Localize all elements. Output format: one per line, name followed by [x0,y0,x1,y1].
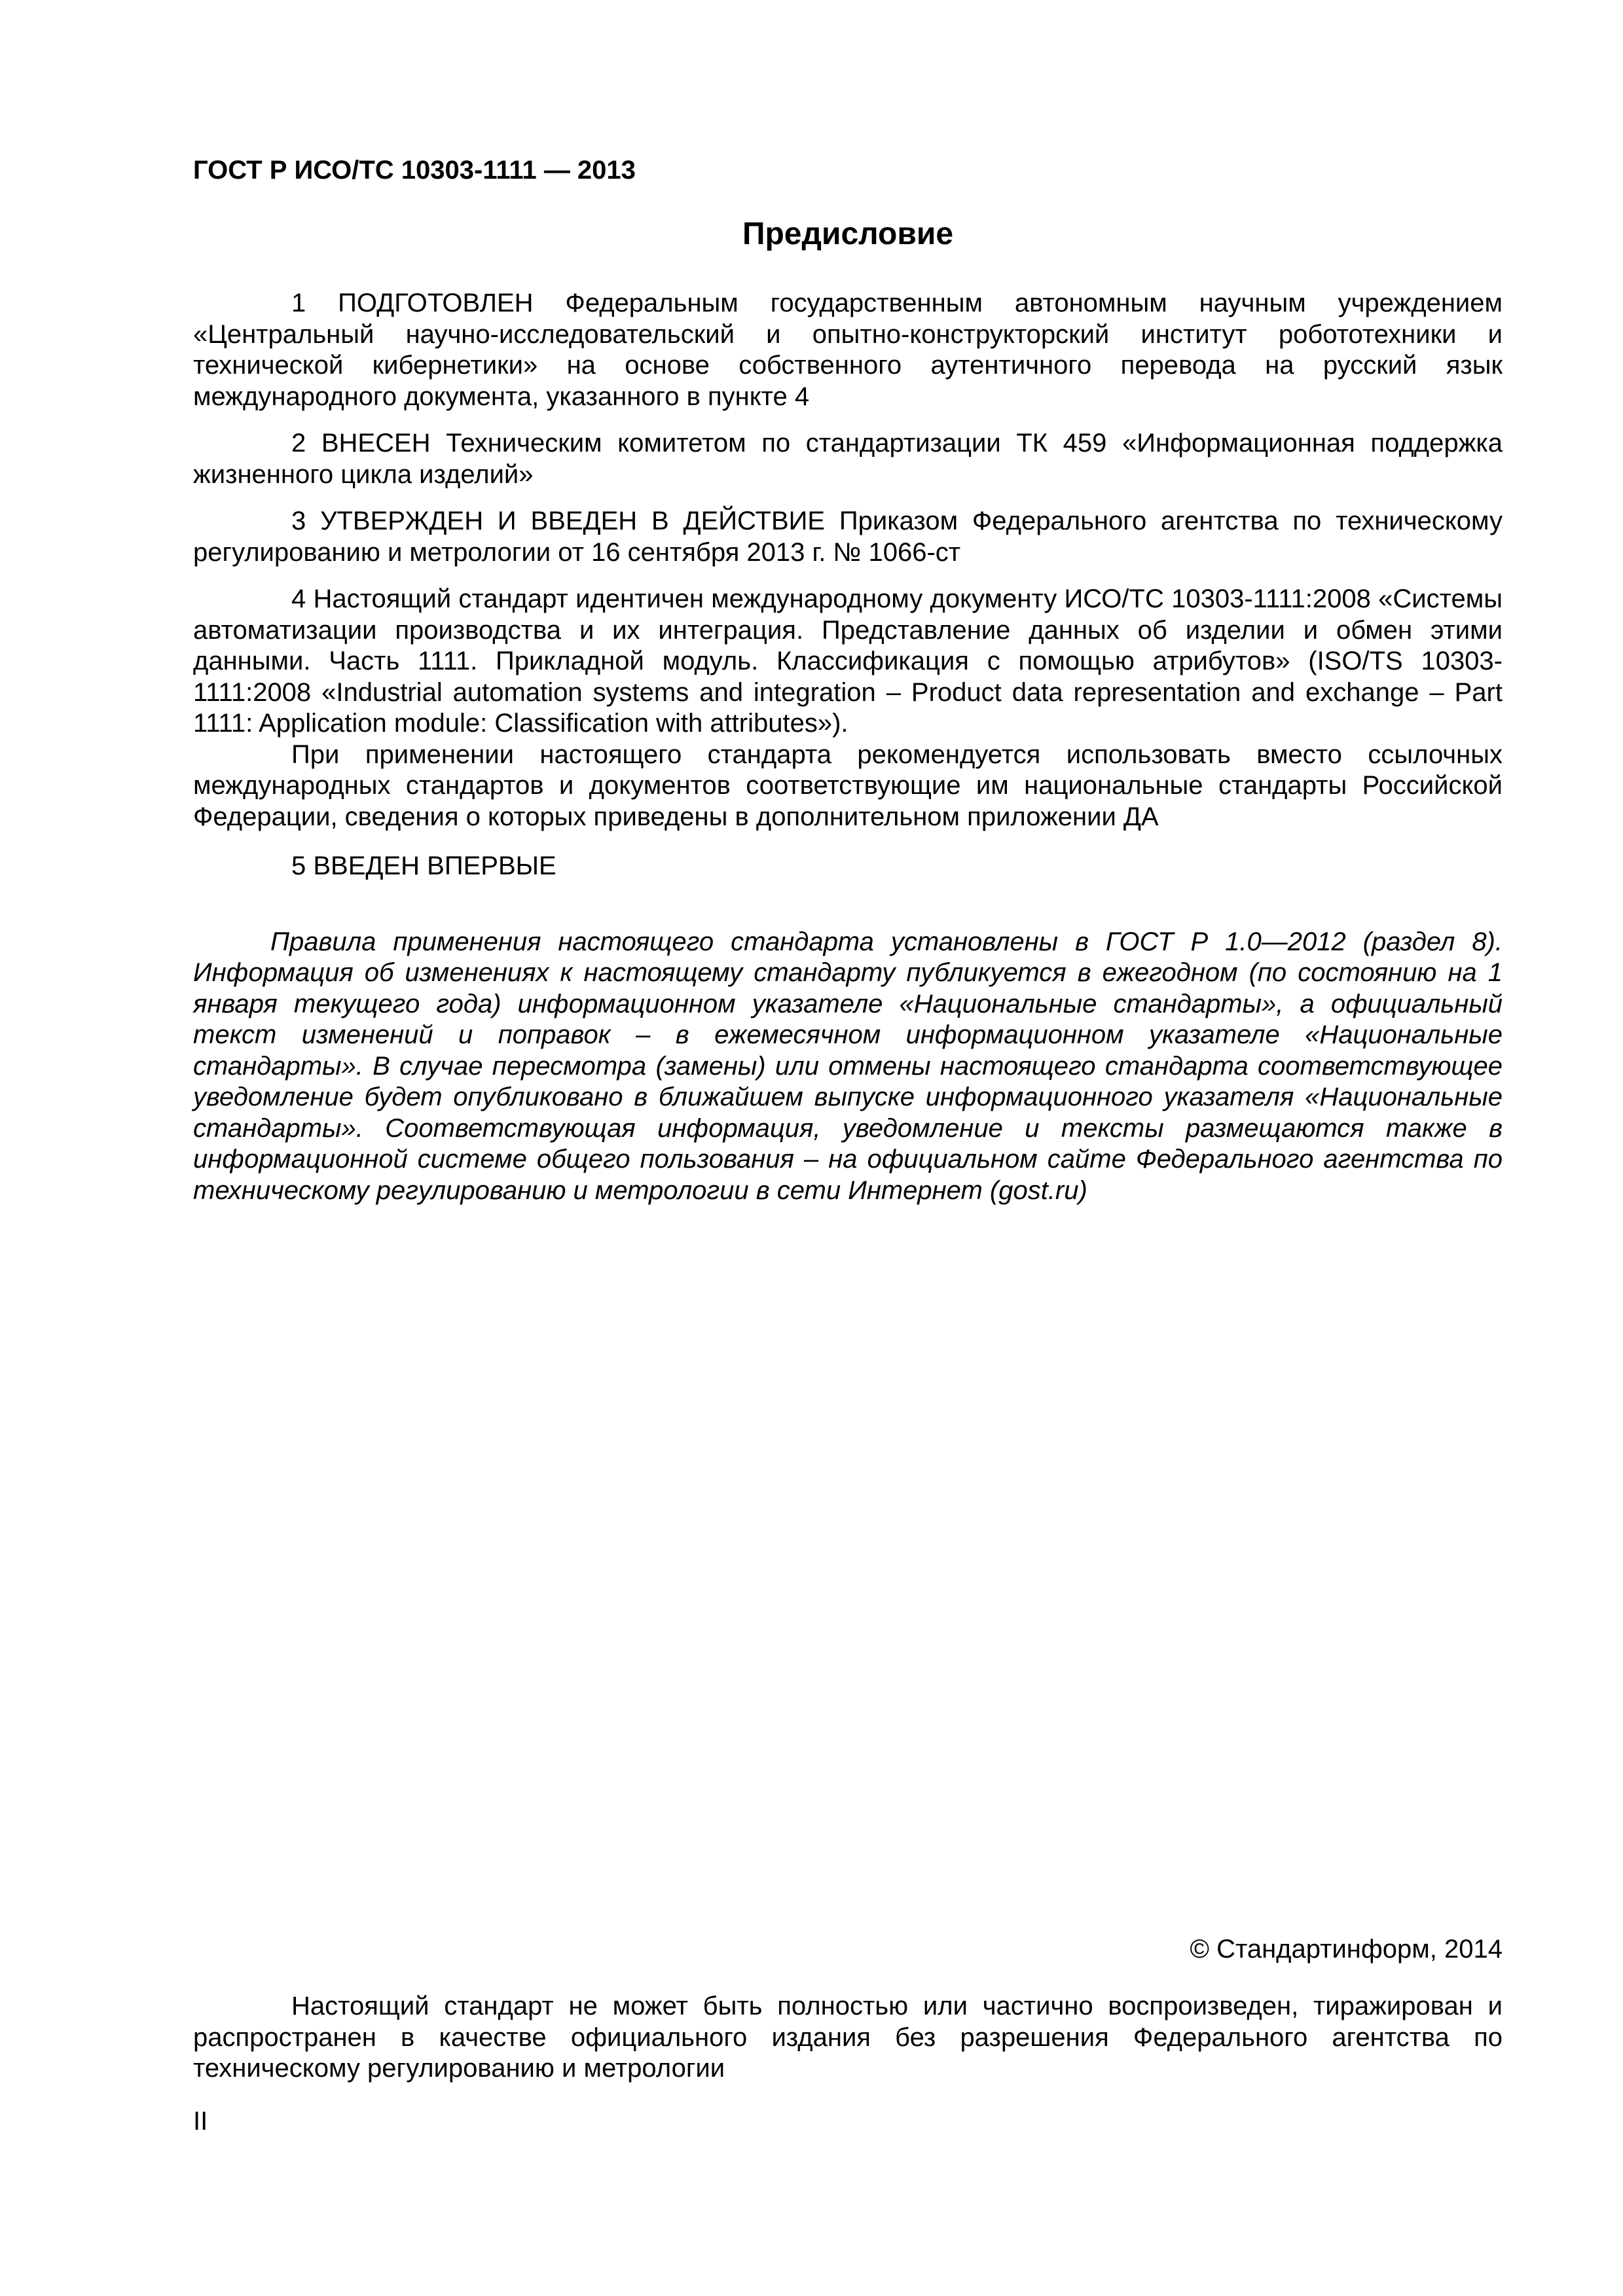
page-title: Предисловие [742,217,954,251]
paragraph-prepared-by: 1 ПОДГОТОВЛЕН Федеральным государственным автономным научным учреждением «Центральный научно-исследовательский и опытно-конструкторский институт робототехники и технической кибернетики» на основе собственного аутентичного перевода на русский язык международного документа, указанного в пункте 4 [193,289,1503,411]
application-rules-notice: Правила применения настоящего стандарта установлены в ГОСТ Р 1.0—2012 (раздел 8). Информация об изменениях к настоящему стандарту публикуется в ежегодном (по состоянию на 1 января текущего года) информационном указателе «Национальные стандарты», а официальный текст изменений и поправок – в ежемесячном информационном указателе «Национальные стандарты». В случае пересмотра (замены) или отмены настоящего стандарта соответствующее уведомление будет опубликовано в ближайшем выпуске информационного указателя «Национальные стандарты». Соответствующая информация, уведомление и тексты размещаются также в информационной системе общего пользования – на официальном сайте Федерального агентства по техническому регулированию и метрологии в сети Интернет (gost.ru) [193,927,1503,1205]
foreword-body [193,288,1503,1206]
paragraph-approved: 3 УТВЕРЖДЕН И ВВЕДЕН В ДЕЙСТВИЕ Приказом Федерального агентства по техническому регулированию и метрологии от 16 сентября 2013 г. № 1066-ст [193,507,1503,567]
paragraph-national-standards-usage: При применении настоящего стандарта рекомендуется использовать вместо ссылочных международных стандартов и документов соответствующие им национальные стандарты Российской Федерации, сведения о которых приведены в дополнительном приложении ДА [193,740,1503,831]
reproduction-notice: Настоящий стандарт не может быть полностью или частично воспроизведен, тиражирован и распространен в качестве официального издания без разрешения Федерального агентства по техническому регулированию и метрологии [193,1992,1503,2083]
paragraph-submitted-by: 2 ВНЕСЕН Техническим комитетом по стандартизации ТК 459 «Информационная поддержка жизненного цикла изделий» [193,429,1503,489]
copyright-line: © Стандартинформ, 2014 [1190,1935,1503,1964]
paragraph-introduced-first-time: 5 ВВЕДЕН ВПЕРВЫЕ [291,852,556,880]
page-number: II [193,2107,208,2136]
document-code-header: ГОСТ Р ИСО/ТС 10303-1111 — 2013 [193,156,636,185]
paragraph-identical-to: 4 Настоящий стандарт идентичен международному документу ИСО/ТС 10303-1111:2008 «Системы автоматизации производства и их интеграция. Представление данных об изделии и обмен этими данными. Часть 1111. Прикладной модуль. Классификация с помощью атрибутов» (ISO/TS 10303-1111:2008 «Industrial automation systems and integration – Product data representation and exchange – Part 1111: Application module: Classification with attributes»). [193,584,1503,738]
